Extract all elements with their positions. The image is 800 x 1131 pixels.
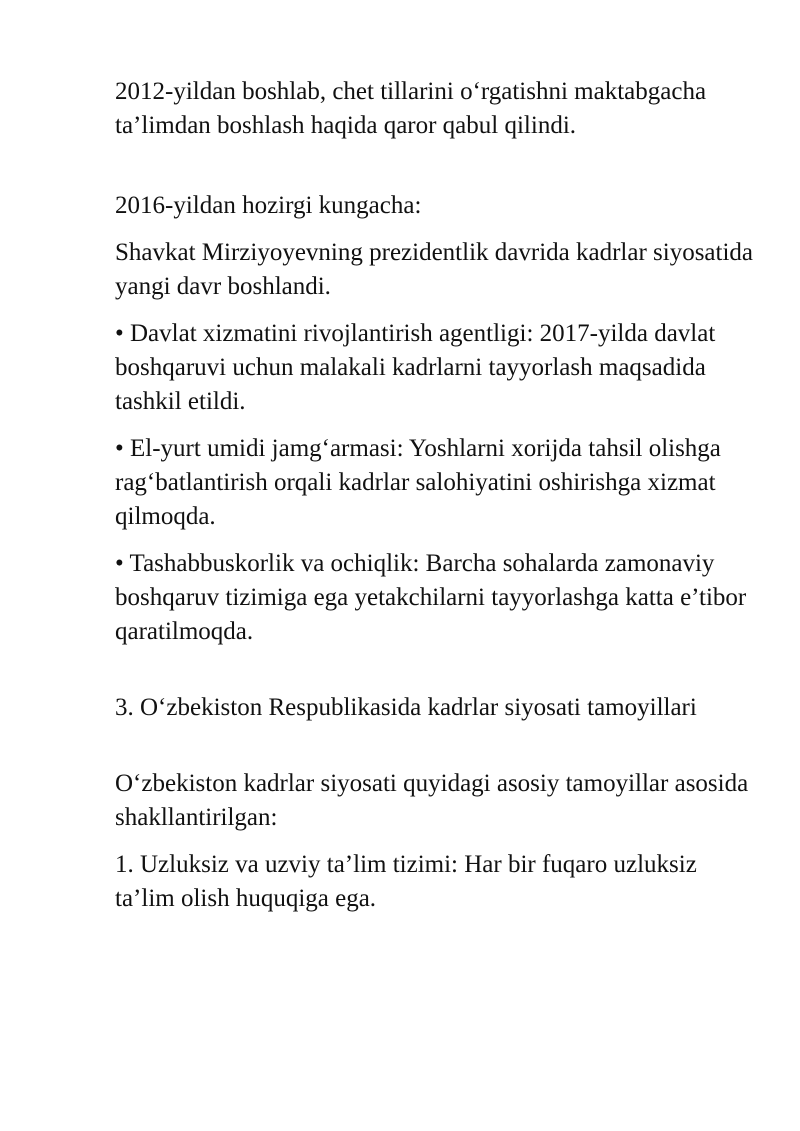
paragraph-2012: 2012-yildan boshlab, chet tillarini o‘rgatishni maktabgacha ta’limdan boshlash haqida qaror qabul qilindi. [115, 78, 707, 139]
bullet-el-yurt: • El-yurt umidi jamg‘armasi: Yoshlarni xorijda tahsil olishga rag‘batlantirish orqali kadrlar salohiyatini oshirishga xizmat qilmoqda. [115, 435, 721, 530]
document-page [115, 75, 755, 916]
bullet-agency: • Davlat xizmatini rivojlantirish agentligi: 2017-yilda davlat boshqaruvi uchun malakali kadrlarni tayyorlash maqsadida tashkil etildi. [115, 320, 716, 415]
section-heading-3: 3. O‘zbekiston Respublikasida kadrlar siyosati tamoyillari [115, 694, 697, 721]
list-item-1: 1. Uzluksiz va uzviy ta’lim tizimi: Har bir fuqaro uzluksiz ta’lim olish huquqiga ega. [115, 851, 697, 912]
bullet-initiative: • Tashabbuskorlik va ochiqlik: Barcha sohalarda zamonaviy boshqaruv tizimiga ega yetakchilarni tayyorlashga katta e’tibor qaratilmoqda. [115, 550, 747, 645]
paragraph-principles: O‘zbekiston kadrlar siyosati quyidagi asosiy tamoyillar asosida shakllantirilgan: [115, 770, 749, 831]
paragraph-mirziyoyev: Shavkat Mirziyoyevning prezidentlik davrida kadrlar siyosatida yangi davr boshlandi. [115, 239, 754, 300]
paragraph-2016-heading: 2016-yildan hozirgi kungacha: [115, 192, 422, 219]
